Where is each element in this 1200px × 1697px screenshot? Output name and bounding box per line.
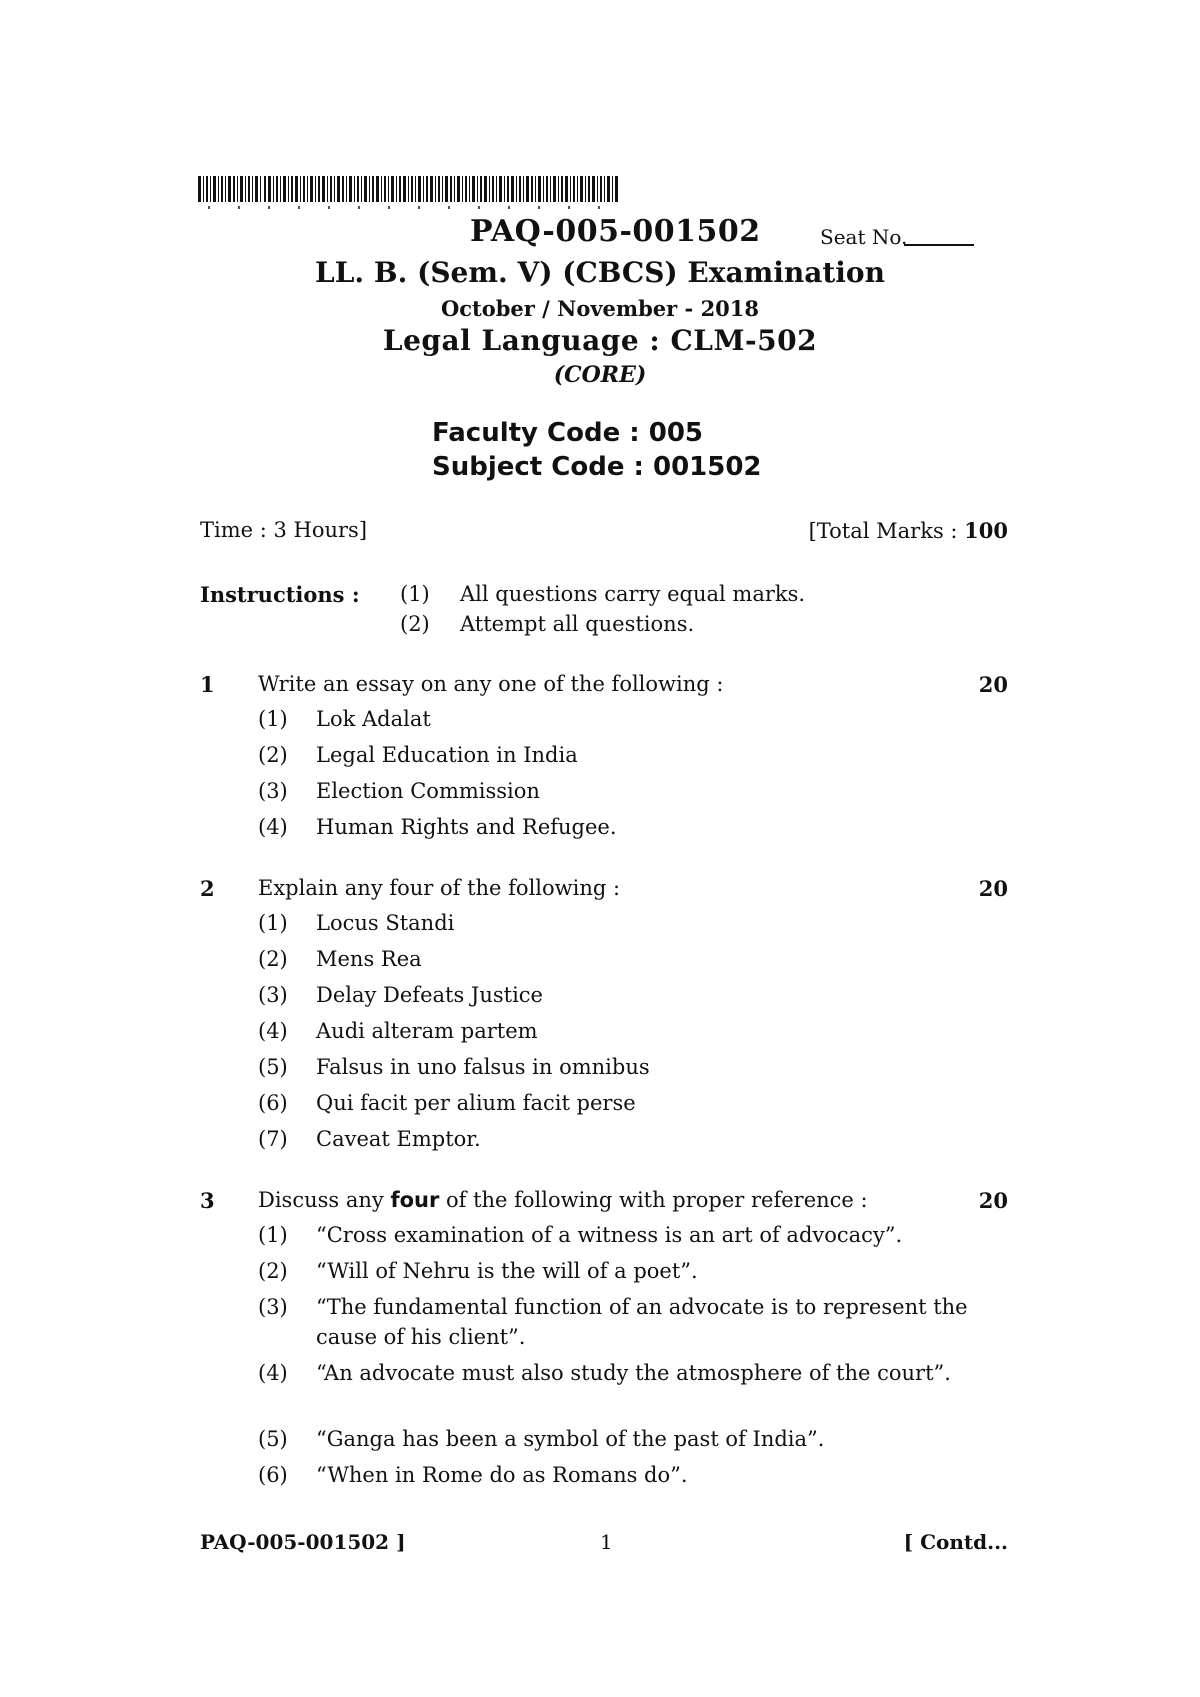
option-number: (3) (258, 1295, 288, 1319)
time-allowed: Time : 3 Hours] (200, 518, 368, 542)
option-text: Caveat Emptor. (316, 1127, 481, 1151)
subject-title: Legal Language : CLM-502 (382, 324, 818, 357)
question-number: 2 (200, 876, 215, 901)
option-number: (2) (258, 1259, 288, 1283)
option-text: “Will of Nehru is the will of a poet”. (316, 1259, 698, 1283)
option-number: (7) (258, 1127, 288, 1151)
option-text: Legal Education in India (316, 743, 578, 767)
question-text (258, 1188, 868, 1212)
instruction-text: Attempt all questions. (460, 612, 695, 636)
option-number: (4) (258, 815, 288, 839)
option-text: Audi alteram partem (316, 1019, 538, 1043)
option-text: Qui facit per alium facit perse (316, 1091, 636, 1115)
option-number: (1) (258, 911, 288, 935)
question-marks: 20 (978, 672, 1008, 697)
instruction-number: (1) (400, 582, 430, 606)
option-text: Election Commission (316, 779, 540, 803)
question-marks: 20 (978, 1188, 1008, 1213)
question-number: 3 (200, 1188, 215, 1213)
question-text: Write an essay on any one of the following : (258, 672, 724, 696)
option-number: (4) (258, 1361, 288, 1385)
paper-code-line (470, 214, 1030, 258)
option-number: (4) (258, 1019, 288, 1043)
subject-code: Subject Code : 001502 (432, 452, 762, 482)
option-text: Locus Standi (316, 911, 455, 935)
continued-label: [ Contd... (903, 1530, 1008, 1554)
option-number: (3) (258, 983, 288, 1007)
time-marks-row (200, 518, 1008, 542)
option-number: (5) (258, 1427, 288, 1451)
instruction-item (400, 612, 694, 636)
instruction-item (400, 582, 805, 606)
exam-session: October / November - 2018 (440, 296, 760, 321)
option-text: “An advocate must also study the atmosphere of the court”. (316, 1361, 951, 1385)
option-number: (3) (258, 779, 288, 803)
question-text: Explain any four of the following : (258, 876, 621, 900)
option-text: Delay Defeats Justice (316, 983, 543, 1007)
total-marks-value: 100 (964, 518, 1008, 543)
option-text: Falsus in uno falsus in omnibus (316, 1055, 650, 1079)
seat-number-label: Seat No. (820, 225, 908, 249)
question-text-part: of the following with proper reference : (439, 1188, 868, 1212)
option-number: (5) (258, 1055, 288, 1079)
total-marks (809, 518, 1008, 543)
option-number: (2) (258, 947, 288, 971)
option-text: “Ganga has been a symbol of the past of India”. (316, 1427, 825, 1451)
option-number: (6) (258, 1463, 288, 1487)
instruction-number: (2) (400, 612, 430, 636)
question-marks: 20 (978, 876, 1008, 901)
option-text: “When in Rome do as Romans do”. (316, 1463, 688, 1487)
question-number: 1 (200, 672, 215, 697)
seat-number-blank (904, 244, 974, 246)
option-number: (1) (258, 1223, 288, 1247)
option-number: (2) (258, 743, 288, 767)
question-text-part: Discuss any (258, 1188, 391, 1212)
page-number: 1 (600, 1530, 613, 1554)
instructions-label: Instructions : (200, 582, 360, 607)
question-text-emphasis: four (390, 1188, 440, 1212)
paper-code: PAQ-005-001502 (470, 214, 761, 249)
barcode (198, 176, 618, 214)
option-text: Mens Rea (316, 947, 422, 971)
option-text: “Cross examination of a witness is an art of advocacy”. (316, 1223, 903, 1247)
exam-title: LL. B. (Sem. V) (CBCS) Examination (315, 256, 885, 289)
option-number: (1) (258, 707, 288, 731)
footer-paper-code: PAQ-005-001502 ] (200, 1530, 406, 1554)
instruction-text: All questions carry equal marks. (460, 582, 806, 606)
total-marks-label: [Total Marks : (808, 519, 965, 543)
option-text: Human Rights and Refugee. (316, 815, 617, 839)
subject-category: (CORE) (553, 362, 647, 388)
option-text: Lok Adalat (316, 707, 431, 731)
option-text: “The fundamental function of an advocate is to represent the cause of his client”. (316, 1295, 968, 1349)
faculty-code: Faculty Code : 005 (432, 418, 704, 448)
option-number: (6) (258, 1091, 288, 1115)
